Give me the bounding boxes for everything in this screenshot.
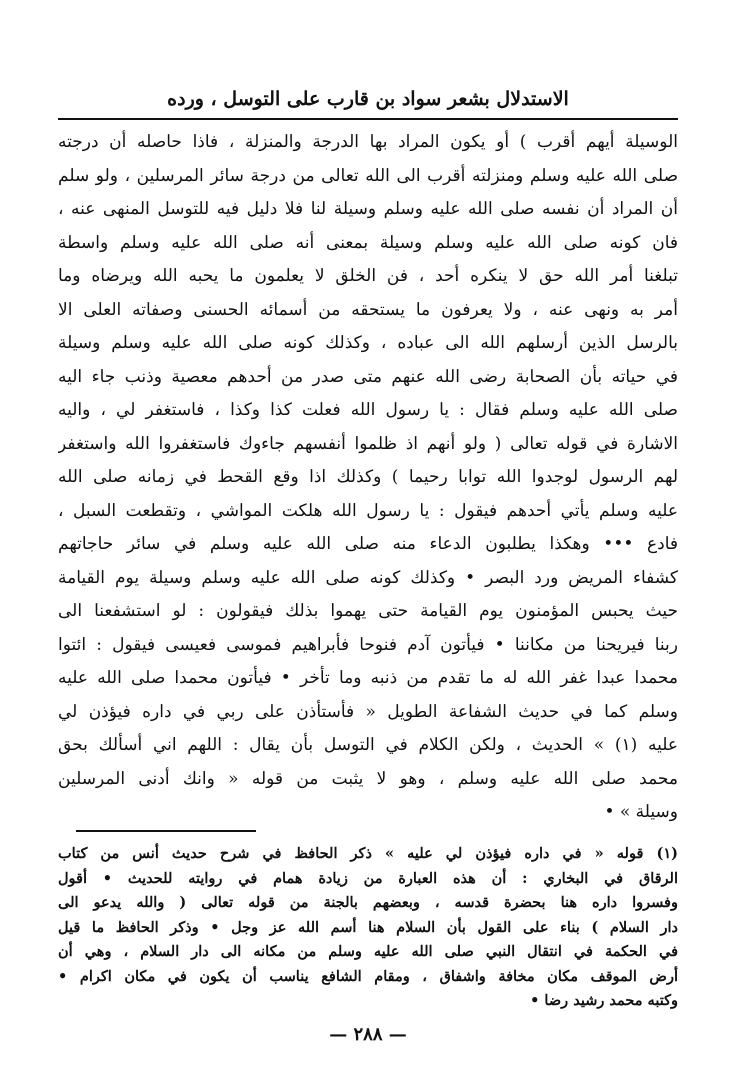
footnote-block xyxy=(58,842,678,1014)
text-line: بالرسل الذين أرسلهم الله الى عباده ، وكذلك كونه صلى الله عليه وسلم وسيلة xyxy=(58,333,678,353)
running-header: الاستدلال بشعر سواد بن قارب على التوسل ، ورده xyxy=(167,88,569,110)
footnote-rule xyxy=(76,830,256,832)
text-line: أن المراد أن نفسه صلى الله عليه وسلم وسيلة لنا فلا دليل فيه للتوسل المنهى عنه ، xyxy=(58,199,678,219)
text-line: عليه وسلم يأتي أحدهم فيقول : يا رسول الله هلكت المواشي ، وتقطعت السبل ، xyxy=(58,500,678,521)
text-line: تبلغنا أمر الله حق لا ينكره أحد ، فن الخلق لا يعلمون ما يحبه الله ويرضاه وما xyxy=(58,266,678,286)
footnote-line: في الحكمة في انتقال النبي صلى الله عليه وسلم من مكانه الى دار السلام ، وهي أن xyxy=(58,943,678,960)
text-line: محمد صلى الله عليه وسلم ، وهو لا يثبت من قوله « وانك أدنى المرسلين xyxy=(58,768,678,789)
text-line: لهم الرسول لوجدوا الله توابا رحيما ) وكذلك اذا وقع القحط في زمانه صلى الله xyxy=(58,467,678,487)
main-text xyxy=(58,126,678,830)
text-line: كشفاء المريض ورد البصر • وكذلك كونه صلى الله عليه وسلم وسيلة يوم القيامة xyxy=(58,567,678,588)
footnote-line: وفسروا داره هنا بحضرة قدسه ، وبعضهم بالجنة من قوله تعالى ( والله يدعو الى xyxy=(58,894,678,911)
header-rule xyxy=(58,118,678,120)
text-line: ربنا فيريحنا من مكاننا • فيأتون آدم فنوحا فأبراهيم فموسى فعيسى فيقول : ائتوا xyxy=(58,634,678,655)
book-page xyxy=(58,0,678,1087)
text-line: وسلم كما في حديث الشفاعة الطويل « فأستأذن على ربي في داره فيؤذن لي xyxy=(58,701,678,722)
text-line: في حياته بأن الصحابة رضى الله عنهم متى صدر من أحدهم معصية وذنب جاء اليه xyxy=(58,366,678,387)
footnote-line: دار السلام ) بناء على القول بأن السلام هنا أسم الله عز وجل • وذكر الحافظ ما قيل xyxy=(58,918,678,936)
footnote-line: الرقاق في البخاري : أن هذه العبارة من زيادة همام في روايته للحديث • أقول xyxy=(58,869,678,887)
text-line: صلى الله عليه وسلم فقال : يا رسول الله فعلت كذا وكذا ، فاستغفر لي ، واليه xyxy=(58,400,678,420)
text-line: حيث يحبس المؤمنون يوم القيامة حتى يهموا بذلك فيقولون : لو استشفعنا الى xyxy=(58,601,678,621)
text-line: الوسيلة أيهم أقرب ) أو يكون المراد بها الدرجة والمنزلة ، فاذا حاصله أن درجته xyxy=(58,132,678,152)
text-line: عليه (١) » الحديث ، ولكن الكلام في التوسل بأن يقال : اللهم اني أسألك بحق xyxy=(58,735,678,755)
footnote-line: أرض الموقف مكان مخافة واشفاق ، ومقام الشافع يناسب أن يكون في مكان اكرام • xyxy=(58,967,678,985)
footnote-line: وكتبه محمد رشيد رضا • xyxy=(530,992,678,1009)
footnote-line: (١) قوله « في داره فيؤذن لي عليه » ذكر الحافظ في شرح حديث أنس من كتاب xyxy=(58,845,678,862)
text-line: فان كونه صلى الله عليه وسلم وسيلة بمعنى أنه صلى الله عليه وسلم واسطة xyxy=(58,232,678,253)
page-number: — ٢٨٨ — xyxy=(329,1024,407,1045)
text-line: أمر به ونهى عنه ، ولا يعرفون ما يستحقه من أسمائه الحسنى وصفاته العلى الا xyxy=(58,299,678,320)
text-line: فادع ••• وهكذا يطلبون الدعاء منه صلى الله عليه وسلم في سائر حاجاتهم xyxy=(58,534,678,554)
text-line: محمدا عبدا غفر الله له ما تقدم من ذنبه وما تأخر • فيأتون محمدا صلى الله عليه xyxy=(58,668,678,688)
text-line: الاشارة في قوله تعالى ( ولو أنهم اذ ظلموا أنفسهم جاءوك فاستغفروا الله واستغفر xyxy=(58,433,678,454)
text-line: صلى الله عليه وسلم ومنزلته أقرب الى الله تعالى من درجة سائر المرسلين ، ولو سلم xyxy=(58,165,678,186)
text-line: وسيلة » • xyxy=(604,802,678,822)
